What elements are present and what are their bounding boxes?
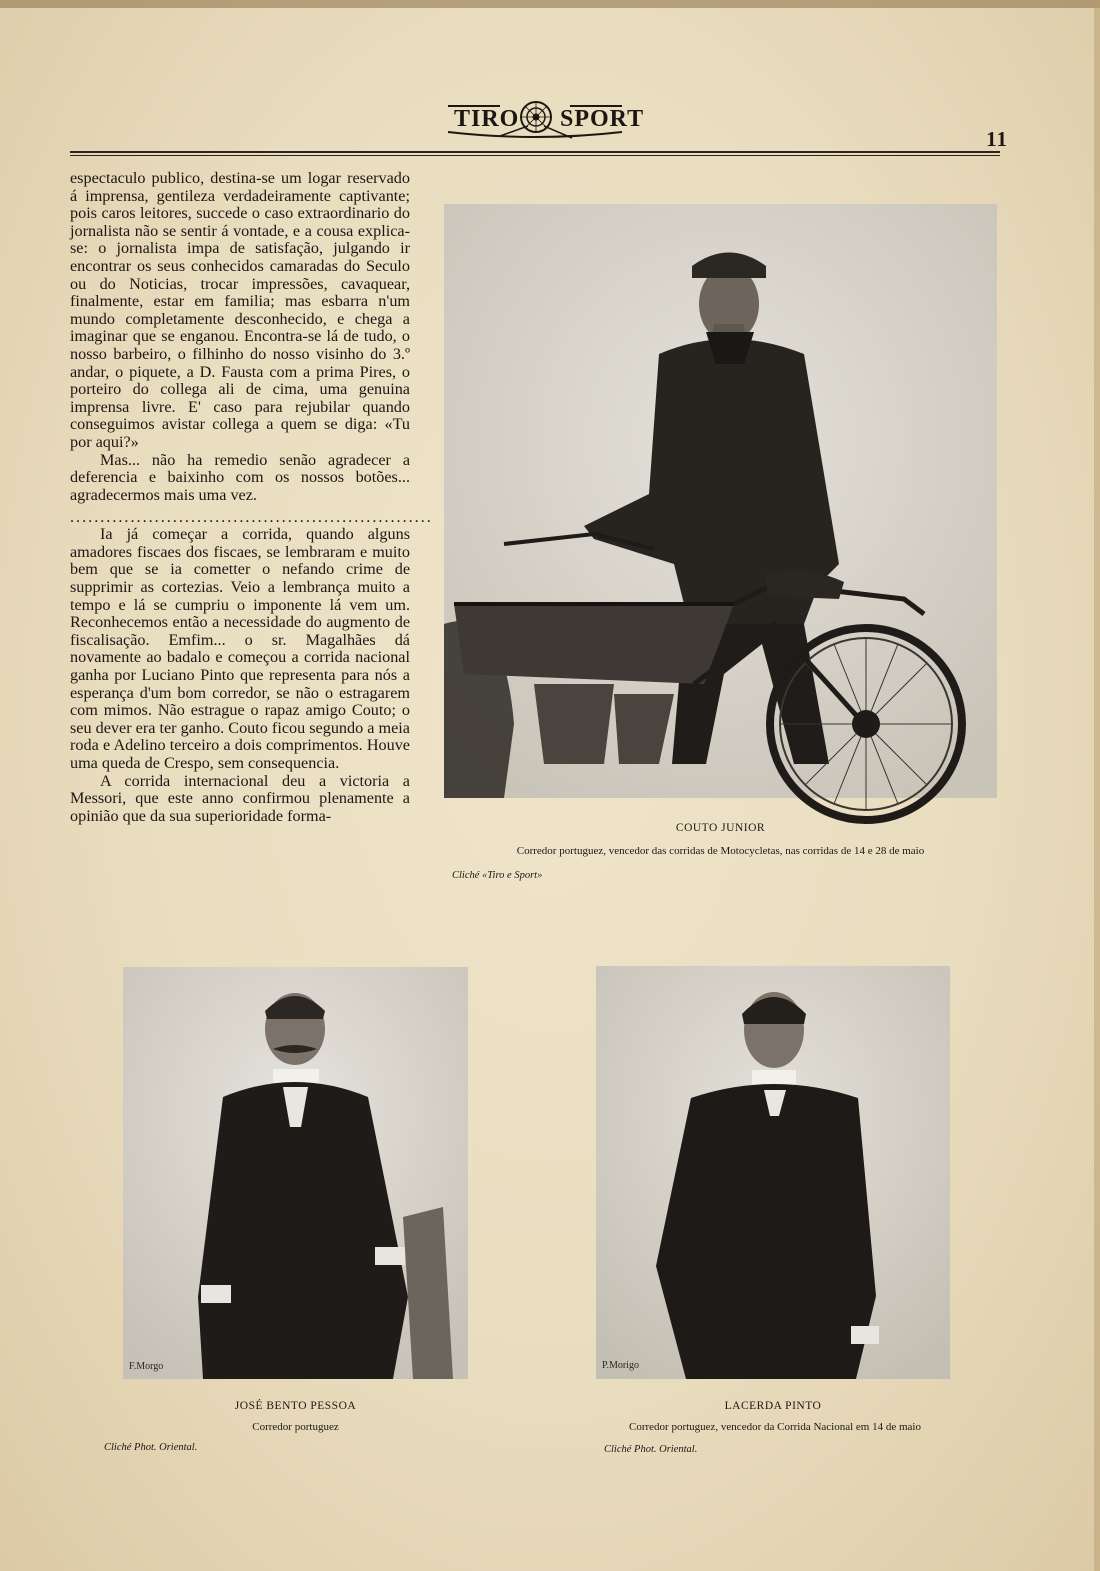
article-paragraph: Ia já começar a corrida, quando alguns amadores fiscaes dos fiscaes, se lembraram e muito bem que se ia cometter o nefando crime de supprimir as cortezias. Veio a lembrança muito a tempo e lá se cumpriu o imponente lá vem um. Reconhecemos então a necessidade do augmento de fiscalisação. Emfim... o sr. Magalhães dá novamente ao badalo e começou a corrida nacional ganha por Luciano Pinto que representa para nós a esperança d'um bom corredor, se não o estragarem com mimos. Não estrague o rapaz amigo Couto; o seu dever era ter ganho. Couto ficou segundo a meia roda e Adelino terceiro a dois comprimentos. Houve uma queda de Crespo, sem consequencia. <box>70 525 410 772</box>
photo-jose-bento-pessoa <box>123 967 468 1379</box>
svg-text:P.Morigo: P.Morigo <box>602 1360 639 1371</box>
article-paragraph: A corrida internacional deu a victoria a Messori, que este anno confirmou plenamente a opinião que da sua superioridade forma- <box>70 771 410 825</box>
caption-text: Corredor portuguez, vencedor da Corrida Nacional em 14 de maio <box>628 1421 921 1433</box>
svg-text:F.Morgo: F.Morgo <box>129 1361 164 1372</box>
caption-text: Corredor portuguez, vencedor das corridas de Motocycletas, nas corridas de 14 e 28 de maio <box>516 845 925 857</box>
header-rule-thin <box>70 155 1000 156</box>
svg-text:TIRO: TIRO <box>454 106 520 132</box>
article-paragraph: espectaculo publico, destina-se um logar reservado á imprensa, gentileza verdadeiramente captivante; pois caros leitores, succede o caso extraordinario do jornalista não se sentir á vontade, e a cousa explica-se: o jornalista impa de satisfação, julgando ir encontrar os seus conhecidos camaradas do Seculo ou do Noticias, trocar impressões, cavaquear, finalmente, estar em familia; mas esbarra n'um mundo completamente desconhecido, e chega a imaginar que se enganou. Encontra-se lá de tudo, o nosso barbeiro, o filhinho do nosso visinho do 3.º andar, o piquete, a D. Fausta com a prima Pires, o porteiro do collega ali de cima, uma genuina imprensa livre. E' caso para rejubilar quando conseguimos avistar collega a quem se diga: «Tu por aqui?» <box>70 169 410 451</box>
page-number: 11 <box>986 127 1008 151</box>
photo-credit: Cliché «Tiro e Sport» <box>452 870 543 881</box>
caption-title: COUTO JUNIOR <box>675 822 766 834</box>
dotted-separator: ............................................................ <box>70 508 433 527</box>
photo-couto-junior <box>444 204 997 798</box>
photo-credit: Cliché Phot. Oriental. <box>604 1444 698 1455</box>
page-edge-top <box>0 0 1100 8</box>
caption-title: LACERDA PINTO <box>724 1400 822 1412</box>
article-column <box>70 169 433 825</box>
photo-credit: Cliché Phot. Oriental. <box>104 1442 198 1453</box>
page-edge-right <box>1094 0 1100 1571</box>
caption-title: JOSÉ BENTO PESSOA <box>234 1400 357 1412</box>
svg-text:SPORT: SPORT <box>560 106 645 132</box>
header-rule <box>70 151 1000 153</box>
photo-lacerda-pinto <box>596 966 950 1379</box>
article-paragraph: Mas... não ha remedio senão agradecer a deferencia e baixinho com os nossos botões... agradecermos mais uma vez. <box>70 450 410 504</box>
caption-text: Corredor portuguez <box>252 1421 339 1433</box>
masthead-logo <box>440 92 645 144</box>
